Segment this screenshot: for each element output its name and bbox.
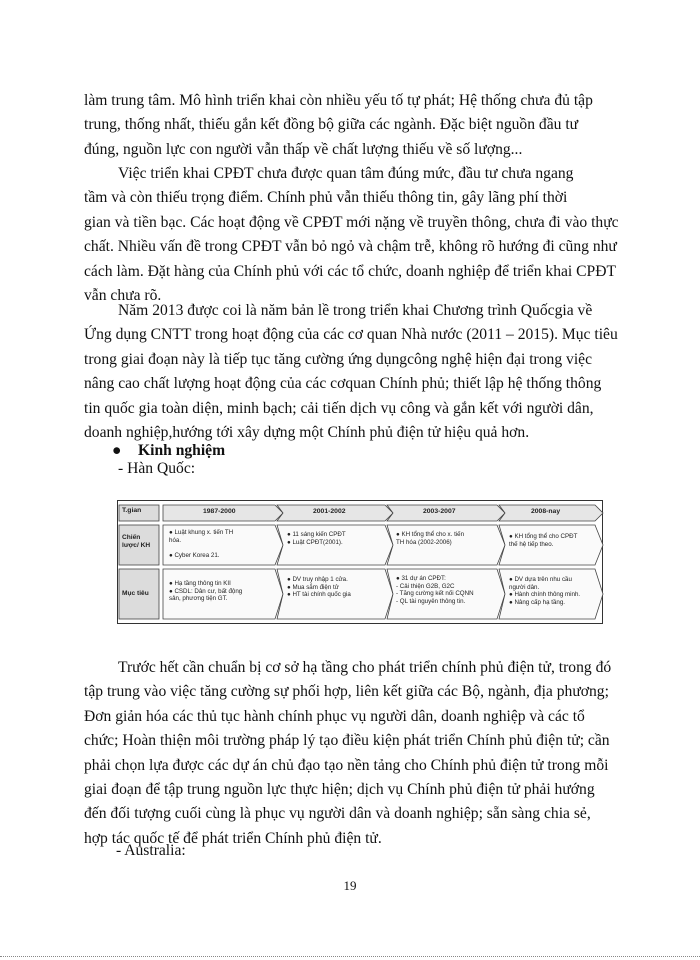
diagram-cell-line: TH hóa (2002-2006) xyxy=(396,538,452,546)
diagram-cell-line: ● Hành chính thông minh. xyxy=(509,591,581,599)
diagram-cell-line: người dân. xyxy=(509,583,540,591)
paragraph-2 xyxy=(84,162,619,308)
diagram-cell-line: ● HT tài chính quốc gia xyxy=(287,591,351,599)
paragraph-4 xyxy=(84,656,616,851)
diagram-cell-line: ● CSDL: Dân cư, bất động xyxy=(169,587,243,595)
diagram-cell-line: hóa. xyxy=(169,536,182,544)
diagram-cell-line xyxy=(169,544,233,552)
goal-cell-3 xyxy=(396,575,474,605)
p3-line: doanh nghiệp,hướng tới xây dựng một Chính phủ điện tử hiệu quả hơn. xyxy=(84,424,530,442)
p4-line: đến đối tượng cuối cùng là phục vụ người dân và doanh nghiệp; sẵn sàng chia sẻ, xyxy=(84,805,591,823)
diagram-cell-line: - Tăng cường kết nối CQNN xyxy=(396,590,474,598)
strategy-cell-1 xyxy=(169,529,233,559)
diagram-cell-line: sản, phương tiện GT. xyxy=(169,595,228,603)
diagram-col-header: T.gian xyxy=(122,507,142,514)
p3-line: Ứng dụng CNTT trong hoạt động của các cơ quan Nhà nước (2011 – 2015). Mục tiêu xyxy=(84,326,618,344)
p3-line: trong giai đoạn này là tiếp tục tăng cường ứng dụngcông nghệ hiện đại trong việc xyxy=(84,350,592,368)
goal-cell-4 xyxy=(509,576,580,606)
page-number: 19 xyxy=(343,878,357,893)
diagram-cell-line: - Cải thiện G2B, G2C xyxy=(396,582,455,590)
paragraph-1 xyxy=(84,89,616,162)
row-label-strategy: Chiến lược/ KH xyxy=(122,534,151,549)
diagram-cell-line: ● DV dựa trên nhu cầu xyxy=(509,576,572,583)
p4-line: tập trung vào việc tăng cường sự phối hợp, liên kết giữa các Bộ, ngành, địa phương; xyxy=(84,683,609,701)
diagram-cell-line: ● 31 dự án CPĐT: xyxy=(396,575,446,582)
p4-line: phải chọn lựa được các dự án chủ đạo tạo nền tảng cho Chính phủ điện tử trong mỗi xyxy=(84,756,609,774)
diagram-cell-line: ● Hạ tầng thông tin KII xyxy=(169,580,231,587)
p2-line: cách làm. Đặt hàng của Chính phủ với các tổ chức, doanh nghiệp để triển khai CPĐT xyxy=(84,262,617,280)
diagram-cell-line: ● DV truy nhập 1 cửa. xyxy=(287,576,348,583)
p1-line: đúng, nguồn lực con người vẫn thấp về chất lượng thiếu về số lượng... xyxy=(84,140,523,158)
p3-line: Năm 2013 được coi là năm bản lề trong triển khai Chương trình Quốcgia về xyxy=(118,302,593,319)
p4-line: Đơn giản hóa các thủ tục hành chính phục vụ người dân, doanh nghiệp và các tổ xyxy=(84,707,585,725)
goal-cell-2 xyxy=(287,576,351,599)
page-bottom-border xyxy=(0,956,700,957)
bullet-icon: ● xyxy=(112,442,122,459)
strategy-cell-3 xyxy=(396,531,464,546)
diagram-cell-line: ● Mua sắm điện tử xyxy=(287,583,339,591)
strategy-cell-4 xyxy=(509,533,577,548)
p2-line: chất. Nhiều vấn đề trong CPĐT vẫn bỏ ngỏ và chậm trễ, không rõ hướng đi cũng như xyxy=(84,238,617,256)
bullet-heading-text: Kinh nghiệm xyxy=(138,442,226,459)
diagram-cell-line: ● KH tổng thể cho CPĐT xyxy=(509,533,578,540)
bullet-heading xyxy=(112,442,225,460)
diagram-cell-line: - QL tài nguyên thông tin. xyxy=(396,597,466,605)
p1-line: làm trung tâm. Mô hình triển khai còn nhiều yếu tố tự phát; Hệ thống chưa đủ tập xyxy=(84,92,593,109)
diagram-cell-line: ● Nâng cấp hạ tầng. xyxy=(509,598,566,606)
period-2: 2001-2002 xyxy=(313,508,346,515)
p4-line: Trước hết cần chuẩn bị cơ sở hạ tầng cho phát triển chính phủ điện tử, trong đó xyxy=(118,659,612,676)
p2-line: tầm và còn thiếu trọng điểm. Chính phủ vẫn thiếu thông tin, gây lãng phí thời xyxy=(84,189,568,207)
goal-cell-1 xyxy=(169,580,242,603)
p2-line: gian và tiền bạc. Các hoạt động về CPĐT mới nặng về truyền thông, chưa đi vào thực xyxy=(84,213,619,231)
paragraph-3 xyxy=(84,299,616,445)
p4-line: hợp tác quốc tế để phát triển Chính phủ điện tử. xyxy=(84,829,382,847)
period-1: 1987-2000 xyxy=(203,508,236,515)
p3-line: nâng cao chất lượng hoạt động của các cơquan Chính phủ; thiết lập hệ thống thông xyxy=(84,375,602,393)
strategy-cell-2 xyxy=(287,531,346,546)
p4-line: giai đoạn để tập trung nguồn lực thực hiện; dịch vụ Chính phủ điện tử phải hướng xyxy=(84,781,595,799)
period-4: 2008-nay xyxy=(531,508,561,515)
row-label-goals: Mục tiêu xyxy=(122,590,149,597)
p2-line: Việc triển khai CPĐT chưa được quan tâm đúng mức, đầu tư chưa ngang xyxy=(118,165,574,182)
subheading-australia: - Australia: xyxy=(116,842,186,859)
diagram-cell-line: ● 11 sáng kiến CPĐT xyxy=(287,531,346,538)
diagram-cell-line: ● Cyber Korea 21. xyxy=(169,551,220,559)
p4-line: chức; Hoàn thiện môi trường pháp lý tạo điều kiện phát triển Chính phủ điện tử; cần xyxy=(84,732,610,750)
diagram-cell-line: thế hệ tiếp theo. xyxy=(509,540,554,548)
diagram-cell-line: ● Luật CPĐT(2001). xyxy=(287,538,343,546)
diagram-cell-line: ● Luật khung x. tiến TH xyxy=(169,529,234,536)
diagram-cell-line: ● KH tổng thể cho x. tiến xyxy=(396,531,465,538)
p1-line: trung, thống nhất, thiếu gắn kết đồng bộ giữa các ngành. Đặc biệt nguồn đầu tư xyxy=(84,116,579,134)
period-3: 2003-2007 xyxy=(423,508,456,515)
p2-line: vẫn chưa rõ. xyxy=(84,287,162,305)
subheading-korea: - Hàn Quốc: xyxy=(118,460,196,477)
korea-egov-timeline-diagram xyxy=(117,500,607,624)
p3-line: tin quốc gia toàn diện, minh bạch; cải tiến dịch vụ công và gắn kết với người dân, xyxy=(84,399,594,417)
